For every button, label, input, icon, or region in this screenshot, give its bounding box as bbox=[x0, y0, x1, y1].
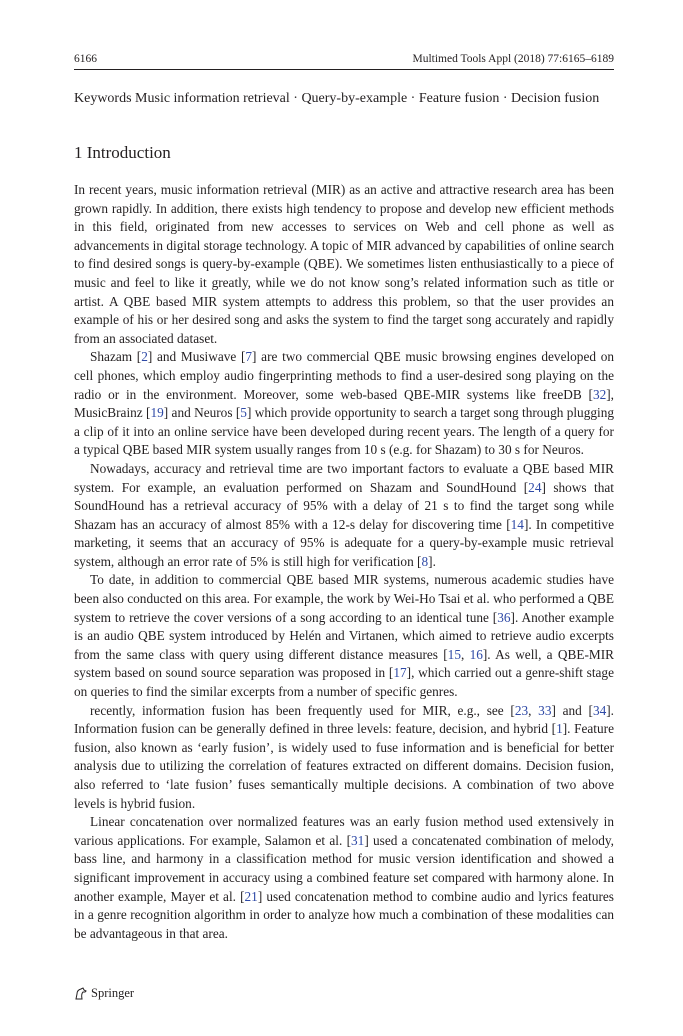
citation-link[interactable]: 19 bbox=[150, 405, 164, 421]
citation-link[interactable]: 17 bbox=[393, 665, 407, 681]
springer-horse-icon bbox=[74, 987, 88, 1000]
paragraph: Nowadays, accuracy and retrieval time are two important factors to evaluate a QBE based MIR system. For example, an evaluation performed on Shazam and SoundHound [24] shows that SoundHound has a retrieval accuracy of 95% with a delay of 21 s to find the target song while Shazam has an accuracy of almost 85% with a 12-s delay for discovering time [14]. In competitive marketing, it seems that an accuracy of 95% is adequate for a query-by-example music retrieval system, although an error rate of 5% is still high for verification [8]. bbox=[74, 460, 615, 569]
citation-link[interactable]: 24 bbox=[528, 479, 542, 495]
section-heading bbox=[74, 143, 171, 163]
publisher-name: Springer bbox=[91, 986, 135, 1000]
citation-link[interactable]: 21 bbox=[244, 888, 258, 904]
citation-link[interactable]: 14 bbox=[510, 516, 524, 532]
page-footer bbox=[74, 986, 134, 1000]
citation-link[interactable]: 1 bbox=[556, 721, 563, 737]
running-header bbox=[74, 52, 614, 66]
citation-link[interactable]: 7 bbox=[245, 349, 253, 365]
citation-link[interactable]: 16 bbox=[469, 646, 483, 662]
paragraph: To date, in addition to commercial QBE based MIR systems, numerous academic studies have been also conducted on this area. For example, the work by Wei-Ho Tsai et al. who performed a QBE system to retrieve the cover versions of a song according to an identical tune [36]. Another example is an audio QBE system introduced by Helén and Virtanen, which aimed to retrieve audio excerpts from the same class with query using different distance measures [15, 16]. As well, a QBE-MIR system based on sound source separation was proposed in [17], which carried out a genre-shift stage on queries to find the similar excerpts from a number of specific genres. bbox=[74, 572, 614, 700]
section-number: 1 bbox=[74, 143, 83, 162]
journal-citation: Multimed Tools Appl (2018) 77:6165–6189 bbox=[412, 53, 614, 65]
keywords-label: Keywords bbox=[74, 91, 132, 106]
citation-link[interactable]: 5 bbox=[240, 405, 247, 421]
paragraph: Shazam [2] and Musiwave [7] are two commercial QBE music browsing engines developed on cell phones, which employ audio fingerprinting methods to find a user-desired song playing on the radio or in the environment. Moreover, some web-based QBE-MIR systems like freeDB [32], MusicBrainz [19] and Neuros [5] which provide opportunity to search a target song through plugging a clip of it into an online service have been developed during recent years. The length of a query for a typical QBE based MIR system usually ranges from 10 s (e.g. for Shazam) to 30 s for Neuros. bbox=[74, 349, 614, 458]
page-number: 6166 bbox=[74, 53, 97, 65]
body-text bbox=[74, 181, 614, 943]
citation-link[interactable]: 23 bbox=[514, 702, 529, 718]
citation-link[interactable]: 8 bbox=[421, 553, 429, 569]
paragraph: recently, information fusion has been frequently used for MIR, e.g., see [23, 33] and [34]. Information fusion can be generally defined in three levels: feature, decision, and hybrid [1]. Feature fusion, also known as ‘early fusion’, is widely used to fuse information and is beneficial for better analysis due to utilizing the correlation of features extracted on different domains. Decision fusion, also referred to ‘late fusion’ fuses semantically multiple decisions. A combination of two above levels is hybrid fusion. bbox=[74, 702, 615, 811]
citation-link[interactable]: 36 bbox=[497, 609, 511, 625]
header-rule bbox=[74, 69, 614, 70]
keywords-list: Music information retrieval · Query-by-example · Feature fusion · Decision fusion bbox=[135, 91, 600, 106]
keywords-line bbox=[74, 90, 634, 108]
paragraph: Linear concatenation over normalized features was an early fusion method used extensively in various applications. For example, Salamon et al. [31] used a concatenated combination of melody, bass line, and harmony in a classification method for music version identification and showed a significant improvement in accuracy using a combined feature set compared with harmony alone. In another example, Mayer et al. [21] used concatenation method to combine audio and lyrics features in a genre recognition algorithm in order to analyze how much a combination of these modalities can be advantageous in that area. bbox=[74, 814, 614, 941]
citation-link[interactable]: 15 bbox=[447, 646, 461, 662]
citation-link[interactable]: 32 bbox=[592, 386, 607, 402]
paragraph: In recent years, music information retrieval (MIR) as an active and attractive research area has been grown rapidly. In addition, there exists high tendency to propose and develop new efficient methods in this field, originated from new accesses to services on Web and cell phone as well as advancements in digital storage technology. A topic of MIR advanced by capabilities of online search to find desired songs is query-by-example (QBE). We sometimes listen enthusiastically to a piece of music and feel to like it greatly, while we do not know song’s related information such as title or artist. A QBE based MIR system attempts to address this problem, so that the user provides an example of his or her desired song and asks the system to find the target song accurately and rapidly from an associated dataset. bbox=[74, 182, 614, 346]
citation-link[interactable]: 2 bbox=[141, 349, 148, 365]
section-title: Introduction bbox=[86, 143, 171, 162]
citation-link[interactable]: 33 bbox=[538, 702, 552, 718]
citation-link[interactable]: 34 bbox=[592, 702, 607, 718]
citation-link[interactable]: 31 bbox=[351, 832, 365, 848]
